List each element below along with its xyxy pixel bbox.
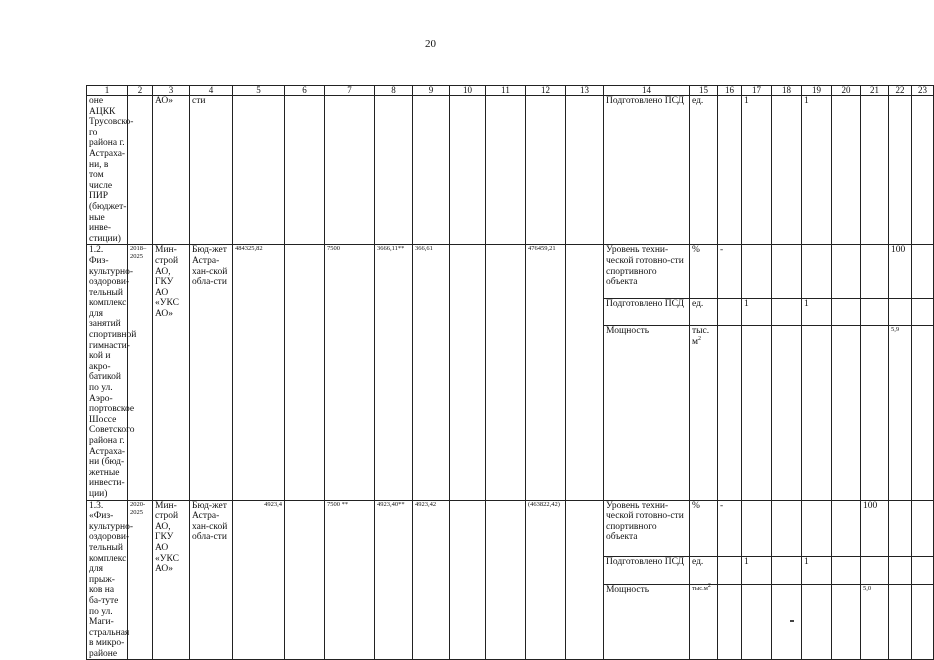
header-cell: 17: [742, 86, 772, 96]
amount-cell: 4923,42: [413, 500, 450, 660]
header-cell: 23: [912, 86, 934, 96]
object-name-cell: 1.2. Физ-культурно-оздорови-тельный комплекс для занятий спортивной гимнасти-кой и акро-батикой по ул. Аэро-портовское Шоссе Советского района г. Астраха-ни (бюд-жетные инвести-ции): [87, 245, 128, 500]
value-cell: 1: [742, 557, 772, 585]
unit-cell: $тыс.м^2$: [690, 585, 718, 660]
unit-cell: ед.: [690, 557, 718, 585]
header-cell: 19: [802, 86, 832, 96]
indicator-name-cell: Подготовлено ПСД: [604, 96, 690, 245]
unit-cell: ед.: [690, 96, 718, 245]
table-row: [87, 96, 934, 245]
indicator-name-cell: Подготовлено ПСД: [604, 298, 690, 325]
indicator-name-cell: Мощность: [604, 585, 690, 660]
amount-cell: 3666,11**: [375, 245, 413, 500]
header-cell: 9: [413, 86, 450, 96]
table-row: [87, 500, 934, 557]
header-cell: 22: [889, 86, 912, 96]
page-number: 20: [425, 38, 436, 50]
indicator-name-cell: Уровень техни-ческой готовно-сти спортивного объекта: [604, 245, 690, 299]
object-name-cell: оне АЦКК Трусовско-го района г. Астраха-ни, в том числе ПИР (бюджет-ные инве-стиции): [87, 96, 128, 245]
header-cell: 11: [486, 86, 526, 96]
amount-cell: 4923,40**: [375, 500, 413, 660]
indicator-name-cell: Подготовлено ПСД: [604, 557, 690, 585]
funding-source-cell: сти: [190, 96, 233, 245]
header-row: [87, 86, 934, 96]
unit-cell: тыс. $м^2$: [690, 326, 718, 500]
unit-cell: %: [690, 245, 718, 299]
header-cell: 20: [832, 86, 861, 96]
value-cell: -: [718, 245, 742, 299]
value-cell: 1: [802, 557, 832, 585]
period-cell: 2020-2025: [128, 500, 153, 660]
value-cell: 1: [802, 298, 832, 325]
scan-mark: [790, 620, 794, 622]
value-cell: 1: [742, 298, 772, 325]
value-cell: 100: [889, 245, 912, 299]
value-cell: 5,9: [889, 326, 912, 500]
indicator-name-cell: Мощность: [604, 326, 690, 500]
value-cell: 5,0: [861, 585, 889, 660]
header-cell: 14: [604, 86, 690, 96]
unit-cell: %: [690, 500, 718, 557]
table-row: [87, 245, 934, 299]
header-cell: 21: [861, 86, 889, 96]
header-cell: 2: [128, 86, 153, 96]
header-cell: 3: [153, 86, 190, 96]
header-cell: 7: [325, 86, 375, 96]
amount-cell: 484325,82: [233, 245, 285, 500]
funding-source-cell: Бюд-жет Астра-хан-ской обла-сти: [190, 245, 233, 500]
header-cell: 18: [772, 86, 802, 96]
header-cell: 13: [566, 86, 604, 96]
header-cell: 5: [233, 86, 285, 96]
amount-cell: 476459,21: [526, 245, 566, 500]
header-cell: 16: [718, 86, 742, 96]
amount-cell: (463822,42): [526, 500, 566, 660]
funding-source-cell: Бюд-жет Астра-хан-ской обла-сти: [190, 500, 233, 660]
value-cell: 100: [861, 500, 889, 557]
header-cell: 10: [450, 86, 486, 96]
header-cell: 1: [87, 86, 128, 96]
period-cell: 2018–2025: [128, 245, 153, 500]
value-cell: 1: [742, 96, 772, 245]
header-cell: 8: [375, 86, 413, 96]
amount-cell: 4923,4: [233, 500, 285, 660]
program-table: [86, 85, 934, 660]
unit-cell: ед.: [690, 298, 718, 325]
executor-cell: Мин-строй АО, ГКУ АО «УКС АО»: [153, 245, 190, 500]
header-cell: 6: [285, 86, 325, 96]
header-cell: 12: [526, 86, 566, 96]
indicator-name-cell: Уровень техни-ческой готовно-сти спортивного объекта: [604, 500, 690, 557]
amount-cell: 7500: [325, 245, 375, 500]
executor-cell: АО»: [153, 96, 190, 245]
executor-cell: Мин-строй АО, ГКУ АО «УКС АО»: [153, 500, 190, 660]
amount-cell: 7500 **: [325, 500, 375, 660]
value-cell: -: [718, 500, 742, 557]
object-name-cell: 1.3. «Физ-культурно-оздорови-тельный комплекс для прыж-ков на ба-туте по ул. Маги-стральная в микро-районе: [87, 500, 128, 660]
header-cell: 4: [190, 86, 233, 96]
header-cell: 15: [690, 86, 718, 96]
value-cell: 1: [802, 96, 832, 245]
amount-cell: 366,61: [413, 245, 450, 500]
